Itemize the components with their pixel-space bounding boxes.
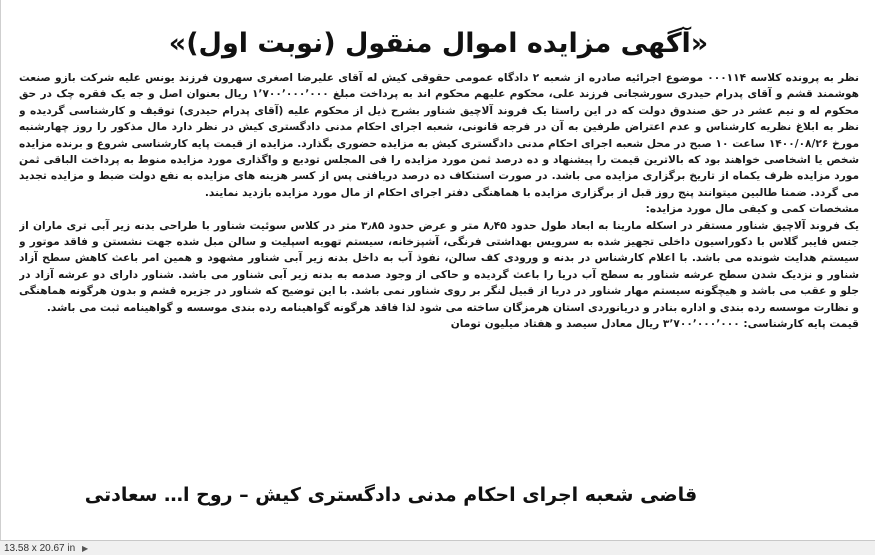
status-bar bbox=[0, 540, 875, 555]
page-size-readout: 13.58 x 20.67 in bbox=[4, 543, 76, 554]
notice-paragraph-main: نظر به پرونده کلاسه ۰۰۰۱۱۴ موضوع اجرائیه صادره از شعبه ۲ دادگاه عمومی حقوقی کیش له آقای علیرضا اصغری سهرون فرزند یونس علیه شرکت بازو صنعت هوشمند قشم و آقای پدرام حیدری سورشجانی فرزند علی، محکوم علیهم محکوم اند به پرداخت مبلغ ۱٬۷۰۰٬۰۰۰٬۰۰۰ ریال بعنوان اصل و جه یک فقره چک در حق محکوم له و نیم عشر در حق صندوق دولت که در این راستا یک فروند آلاچیق شناور بشرح ذیل از محکوم علیه (آقای پدرام حیدری) توقیف و کارشناسی گردیده و نظر به ابلاغ نظریه کارشناس و عدم اعتراض طرفین به آن در فرجه قانونی، شعبه اجرای احکام مدنی دادگستری کیش در نظر دارد مال مذکور را روز چهارشنبه مورخ ۱۴۰۰/۰۸/۲۶ ساعت ۱۰ صبح در محل شعبه اجرای احکام مدنی دادگستری کیش به مزایده حضوری بگذارد. مزایده از قیمت پایه کارشناسی شروع و برنده مزایده شخص یا اشخاصی خواهند بود که بالاترین قیمت را پیشنهاد و ده درصد ثمن مورد مزایده را فی المجلس تودیع و واگذاری مورد مزایده منوط به پرداخت الباقی ثمن مورد مزایده ظرف یکماه از تاریخ برگزاری مزایده می باشد. در صورت استنکاف ده درصد دریافتی پس از کسر هزینه های مزایده به نفع دولت ضبط و مزایده تجدید می گردد. ضمنا طالبین میتوانند پنج روز قبل از برگزاری مزایده با هماهنگی دفتر اجرای احکام از مال مورد مزایده بازدید نمایند. bbox=[19, 72, 859, 199]
base-price: قیمت پایه کارشناسی: ۳٬۷۰۰٬۰۰۰٬۰۰۰ ریال معادل سیصد و هفتاد میلیون تومان bbox=[450, 318, 859, 331]
notice-paragraph-specs: یک فروند آلاچیق شناور مستقر در اسکله مارینا به ابعاد طول حدود ۸٫۴۵ متر و عرض حدود ۳٫۸۵ متر در کلاس سوئیت شناور با طراحی بدنه زیر آبی تری ماران از جنس فایبر گلاس با دکوراسیون داخلی تجهیز شده به سرویس بهداشتی فرنگی، آشپزخانه، سیستم تهویه اسپلیت و سالن مبل شده جهت نشستن و فاقد موتور و سیستم هدایت شونده می باشد. با اعلام کارشناس در بدنه و ورودی کف سالن، نفوذ آب به داخل بدنه زیر آبی شناور مشهود و همین امر باعث کاهش سطح آزاد شناور و نزدیک شدن سطح عرشه شناور به سطح آب دریا را باعث گردیده و حاکی از وجود صدمه به بدنه زیر آبی شناور می باشد. شناور دارای دو عرشه آزاد در جلو و عقب می باشد و هیچگونه سیستم مهار شناور در دریا از قبیل لنگر بر روی شناور نمی باشد. با این توضیح که شناور در جزیره قشم و بدون هرگونه هماهنگی و نظارت موسسه رده بندی و اداره بنادر و دریانوردی استان هرمزگان ساخته می شود لذا فاقد هرگونه گواهینامه رده بندی موسسه و گواهینامه ثبت می باشد. bbox=[19, 219, 859, 314]
specs-heading: مشخصات کمی و کیفی مال مورد مزایده: bbox=[645, 203, 859, 216]
judge-signature: قاضی شعبه اجرای احکام مدنی دادگستری کیش – روح ا… سعادتی bbox=[84, 484, 698, 506]
play-arrow-icon[interactable]: ▶ bbox=[82, 544, 89, 553]
notice-title: «آگهی مزایده اموال منقول (نوبت اول)» bbox=[168, 28, 709, 59]
notice-body bbox=[19, 70, 859, 462]
